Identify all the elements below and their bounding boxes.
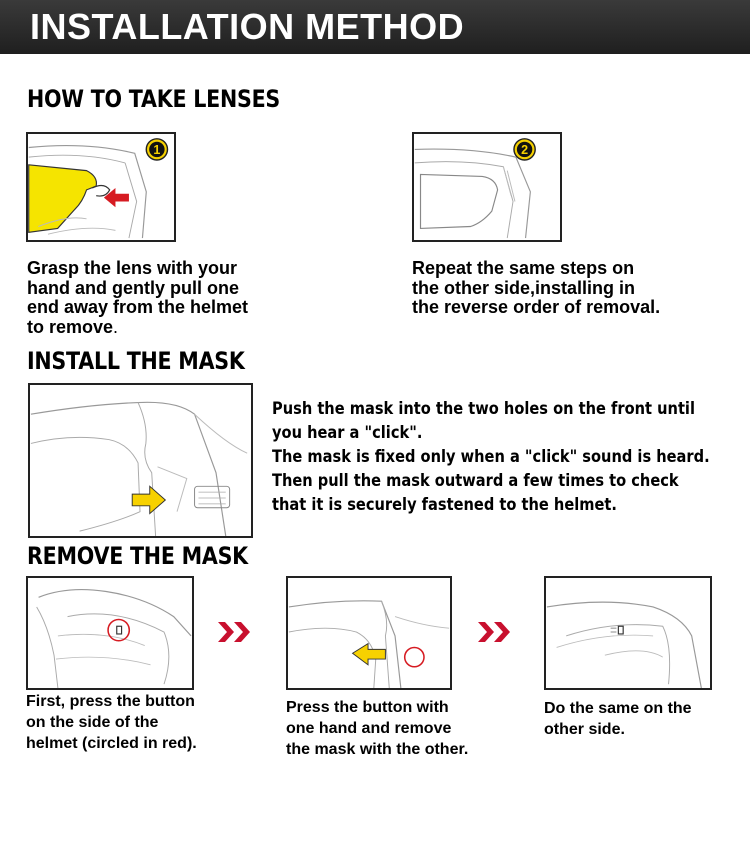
instruction-line: Then pull the mask outward a few times to check (272, 471, 679, 491)
caption-period: . (113, 316, 119, 337)
lens-step-1-illustration (28, 134, 174, 240)
caption-line: end away from the helmet (27, 297, 249, 317)
caption-line: First, press the button (26, 693, 195, 710)
caption-line: on the side of the (26, 714, 159, 731)
caption-line: helmet (circled in red). (26, 735, 197, 752)
lens-step-2-image (412, 132, 562, 242)
remove-step-1-image (26, 576, 194, 690)
caption-line: Grasp the lens with your (27, 258, 238, 278)
caption-line: one hand and remove (286, 720, 452, 737)
caption-line: Press the button with (286, 699, 449, 716)
caption-line: the reverse order of removal. (412, 297, 661, 317)
step-badge-icon (514, 139, 535, 160)
page-title: INSTALLATION METHOD (30, 6, 465, 47)
red-circle-icon (405, 647, 424, 666)
section-title-install: INSTALL THE MASK (27, 347, 245, 375)
double-chevron-icon (478, 620, 514, 644)
remove-step-1-illustration (28, 578, 192, 688)
remove-step-3-illustration (546, 578, 710, 688)
caption-line: the mask with the other. (286, 741, 469, 758)
install-instructions (272, 397, 710, 517)
section-title-lenses: HOW TO TAKE LENSES (27, 85, 281, 113)
instruction-line: that it is securely fastened to the helmet. (272, 495, 617, 515)
remove-step-2-illustration (288, 578, 450, 688)
remove-step-2-caption (286, 697, 506, 760)
caption-line: the other side,installing in (412, 277, 636, 298)
yellow-lens-shape (29, 165, 97, 232)
step-badge-icon (146, 139, 167, 160)
red-arrow-icon (104, 188, 129, 207)
remove-step-3-caption (544, 698, 734, 740)
caption-line: other side. (544, 721, 625, 738)
lens-step-1-caption (27, 259, 357, 337)
instruction-line: Push the mask into the two holes on the front until (272, 399, 695, 419)
install-mask-image (28, 383, 253, 538)
section-title-remove: REMOVE THE MASK (27, 542, 248, 570)
lens-step-2-caption (412, 259, 742, 318)
caption-line: Repeat the same steps on (412, 258, 635, 278)
remove-step-1-caption (26, 691, 226, 754)
caption-line: hand and gently pull one (27, 277, 240, 298)
remove-step-3-image (544, 576, 712, 690)
double-chevron-icon (218, 620, 254, 644)
caption-line: to remove (27, 316, 114, 337)
yellow-arrow-icon (353, 644, 386, 665)
lens-step-2-illustration (414, 134, 560, 240)
caption-line: Do the same on the (544, 700, 692, 717)
instruction-line: The mask is fixed only when a "click" sound is heard. (272, 447, 710, 467)
instruction-line: you hear a "click". (272, 423, 423, 443)
svg-text:1: 1 (153, 143, 161, 158)
lens-step-1-image (26, 132, 176, 242)
remove-step-2-image (286, 576, 452, 690)
install-mask-illustration (30, 385, 251, 536)
svg-text:2: 2 (521, 143, 529, 158)
yellow-arrow-icon (132, 486, 165, 513)
